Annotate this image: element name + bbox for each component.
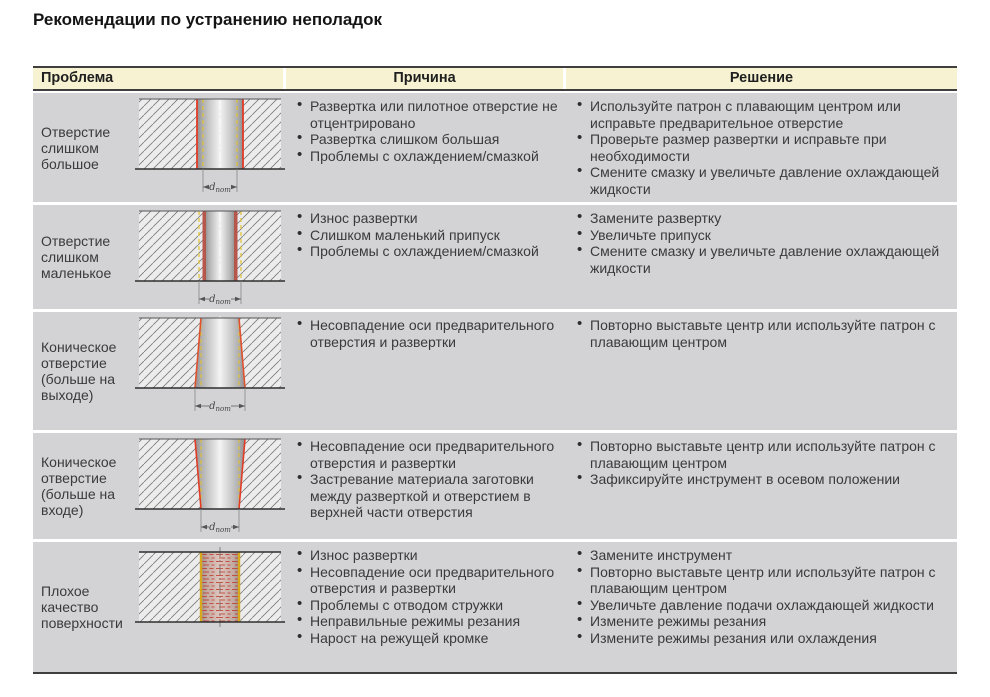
- solution-item: • Повторно выставьте центр или используйте патрон с плавающим центром: [577, 317, 947, 350]
- solution-cell: [565, 93, 957, 202]
- undersize-band: [234, 211, 238, 281]
- dnom-label: $d_{nom}$: [209, 294, 231, 306]
- solution-item: • Замените инструмент: [577, 547, 947, 564]
- solution-item: • Увеличьте давление подачи охлаждающей жидкости: [577, 597, 947, 614]
- solutions-list: [577, 438, 947, 488]
- solution-item: • Повторно выставьте центр или используйте патрон с плавающим центром: [577, 564, 947, 597]
- solutions-list: [577, 98, 947, 197]
- solution-item: • Зафиксируйте инструмент в осевом положении: [577, 471, 947, 488]
- cause-item: • Слишком маленький припуск: [297, 227, 565, 244]
- hole-too-small-diagram: [135, 205, 285, 309]
- solution-item: • Проверьте размер развертки и исправьте при необходимости: [577, 131, 947, 164]
- table-row-hole-too-small: [33, 205, 957, 309]
- solution-cell: [565, 205, 957, 309]
- solution-item: • Смените смазку и увеличьте давление охлаждающей жидкости: [577, 243, 947, 276]
- solution-item: • Замените развертку: [577, 210, 947, 227]
- problem-label: Коническое отверстие (больше на входе): [41, 454, 117, 518]
- problem-label: Плохое качество поверхности: [41, 583, 123, 631]
- cause-item: • Проблемы с отводом стружки: [297, 597, 565, 614]
- solutions-list: [577, 317, 947, 350]
- tapered-hole-exit-diagram: [135, 312, 285, 430]
- table-header-row: [33, 66, 957, 91]
- cause-item: • Застревание материала заготовки между разверткой и отверстием в верхней части отверстия: [297, 471, 565, 521]
- cause-item: • Несовпадение оси предварительного отверстия и развертки: [297, 317, 565, 350]
- cause-item: • Проблемы с охлаждением/смазкой: [297, 243, 565, 260]
- cause-item: • Неправильные режимы резания: [297, 613, 565, 630]
- troubleshooting-table: [33, 66, 957, 674]
- solutions-list: [577, 210, 947, 276]
- table-row-tapered-entry: [33, 433, 957, 539]
- solution-cell: [565, 433, 957, 539]
- solution-item: • Повторно выставьте центр или используйте патрон с плавающим центром: [577, 438, 947, 471]
- header-cause: Причина: [286, 68, 563, 89]
- problem-label: Коническое отверстие (больше на выходе): [41, 339, 117, 403]
- cause-cell: [285, 433, 565, 539]
- solution-cell: [565, 542, 957, 672]
- cause-item: • Износ развертки: [297, 547, 565, 564]
- cause-item: • Проблемы с охлаждением/смазкой: [297, 148, 565, 165]
- cause-item: • Нарост на режущей кромке: [297, 630, 565, 647]
- cause-item: • Развертка слишком большая: [297, 131, 565, 148]
- causes-list: [297, 210, 565, 260]
- header-solution: Решение: [566, 68, 957, 89]
- page-title: Рекомендации по устранению неполадок: [33, 10, 383, 29]
- solution-item: • Используйте патрон с плавающим центром или исправьте предварительное отверстие: [577, 98, 947, 131]
- header-problem: Проблема: [33, 68, 283, 89]
- table-row-poor-surface: [33, 542, 957, 672]
- cause-cell: [285, 205, 565, 309]
- cause-item: • Износ развертки: [297, 210, 565, 227]
- cause-cell: [285, 93, 565, 202]
- tapered-hole-entry-diagram: [135, 433, 285, 539]
- cause-cell: [285, 312, 565, 430]
- dnom-label: $d_{nom}$: [209, 401, 231, 413]
- solution-item: • Увеличьте припуск: [577, 227, 947, 244]
- problem-label: Отверстие слишком большое: [41, 123, 111, 172]
- cause-item: • Развертка или пилотное отверстие не отцентрировано: [297, 98, 565, 131]
- hole-too-large-diagram: [135, 93, 285, 202]
- causes-list: [297, 438, 565, 521]
- table-row-hole-too-large: [33, 93, 957, 202]
- solution-cell: [565, 312, 957, 430]
- cause-cell: [285, 542, 565, 672]
- causes-list: [297, 547, 565, 646]
- undersize-band: [203, 211, 207, 281]
- table-row-tapered-exit: [33, 312, 957, 430]
- causes-list: [297, 317, 565, 350]
- cause-item: • Несовпадение оси предварительного отверстия и развертки: [297, 438, 565, 471]
- solution-item: • Смените смазку и увеличьте давление охлаждающей жидкости: [577, 164, 947, 197]
- cause-item: • Несовпадение оси предварительного отверстия и развертки: [297, 564, 565, 597]
- solution-item: • Измените режимы резания: [577, 613, 947, 630]
- dnom-label: $d_{nom}$: [209, 182, 231, 194]
- solution-item: • Измените режимы резания или охлаждения: [577, 630, 947, 647]
- causes-list: [297, 98, 565, 164]
- dnom-label: $d_{nom}$: [209, 522, 231, 534]
- solutions-list: [577, 547, 947, 646]
- problem-label: Отверстие слишком маленькое: [41, 233, 112, 281]
- poor-surface-diagram: [135, 542, 285, 672]
